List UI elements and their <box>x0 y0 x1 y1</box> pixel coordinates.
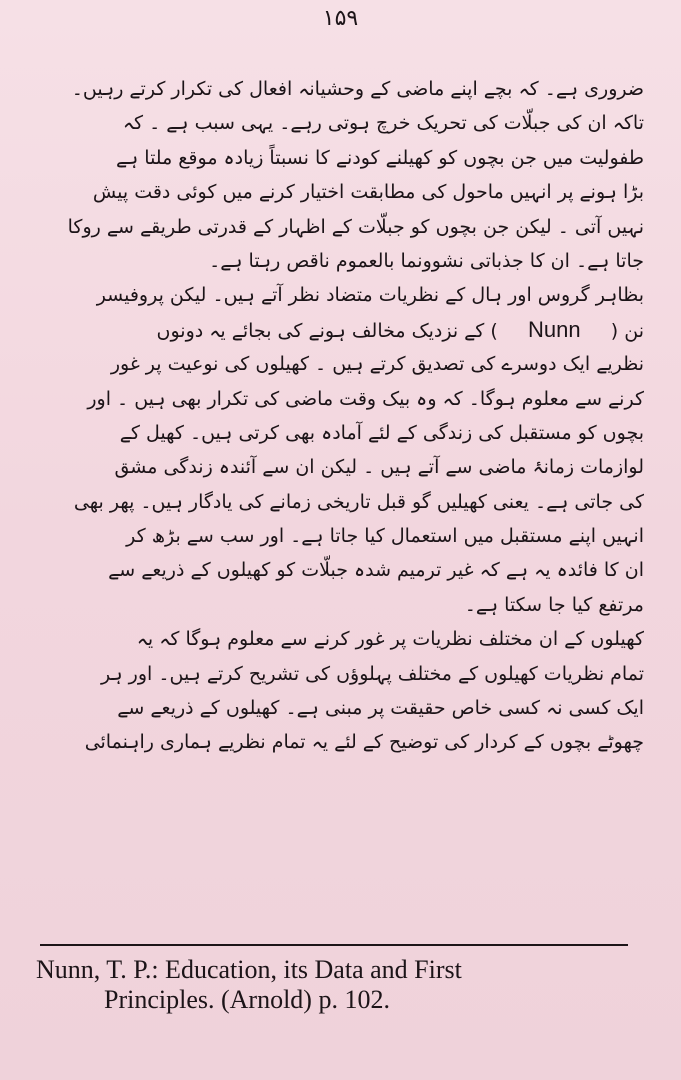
text-line: چھوٹے بچوں کے کردار کی توضیح کے لئے یہ تمام نظریے ہماری راہنمائی <box>84 731 644 754</box>
text-line: نظریے ایک دوسرے کی تصدیق کرتے ہیں ۔ کھیلوں کی نوعیت پر غور <box>110 353 644 376</box>
text-line-nunn <box>40 313 644 347</box>
nunn-line-end: ) کے نزدیک مخالف ہونے کی بجائے یہ دونوں <box>156 319 498 342</box>
text-line: کی جاتی ہے۔ یعنی کھیلیں گو قبل تاریخی زمانے کی یادگار ہیں۔ پھر بھی <box>73 490 644 513</box>
text-line: تاکہ ان کی جبلّات کی تحریک خرچ ہوتی رہے۔ یہی سبب ہے ۔ کہ <box>122 112 644 135</box>
text-line: انہیں اپنے مستقبل میں استعمال کیا جاتا ہے۔ اور سب سے بڑھ کر <box>126 525 644 548</box>
text-line: بظاہر گروس اور ہال کے نظریات متضاد نظر آتے ہیں۔ لیکن پروفیسر <box>96 284 644 307</box>
text-line: ضروری ہے۔ کہ بچے اپنے ماضی کے وحشیانہ افعال کی تکرار کرتے رہیں۔ <box>71 78 644 100</box>
text-line: بڑا ہونے پر انہیں ماحول کی مطابقت اختیار کرنے میں کوئی دقت پیش <box>92 181 644 204</box>
text-line: طفولیت میں جن بچوں کو کھیلنے کودنے کا نسبتاً زیادہ موقع ملتا ہے <box>115 146 644 169</box>
footnote-divider <box>40 944 628 946</box>
footnote-line-2: Principles. (Arnold) p. 102. <box>104 985 390 1014</box>
footnote-line-1: Nunn, T. P.: Education, its Data and First <box>36 955 462 984</box>
page-number: ۱۵۹ <box>322 6 359 31</box>
nunn-line-start: نن ( <box>610 319 644 342</box>
text-line: تمام نظریات کھیلوں کے مختلف پہلوؤں کی تشریح کرتے ہیں۔ اور ہر <box>101 662 644 685</box>
text-line: کھیلوں کے ان مختلف نظریات پر غور کرنے سے معلوم ہوگا کہ یہ <box>136 628 644 651</box>
text-line: جاتا ہے۔ ان کا جذباتی نشوونما بالعموم ناقص رہتا ہے۔ <box>209 249 644 272</box>
text-line: مرتفع کیا جا سکتا ہے۔ <box>464 593 644 616</box>
text-line: ان کا فائدہ یہ ہے کہ غیر ترمیم شدہ جبلّات کو کھیلوں کے ذریعے سے <box>108 559 644 582</box>
text-line: بچوں کو مستقبل کی زندگی کے لئے آمادہ بھی کرتی ہیں۔ کھیل کے <box>119 421 644 444</box>
footnote <box>36 955 651 1015</box>
urdu-body-text <box>40 72 644 760</box>
text-line: کرنے سے معلوم ہوگا۔ کہ وہ بیک وقت ماضی کی تکرار بھی ہیں ۔ اور <box>87 387 644 410</box>
nunn-latin-name: Nunn <box>527 316 581 342</box>
text-line: نہیں آتی ۔ لیکن جن بچوں کو جبلّات کے اظہار کے قدرتی طریقے سے روکا <box>67 215 644 238</box>
text-line: ایک کسی نہ کسی خاص حقیقت پر مبنی ہے۔ کھیلوں کے ذریعے سے <box>117 697 644 720</box>
text-line: لوازمات زمانۂ ماضی سے آتے ہیں ۔ لیکن ان سے آئندہ زندگی مشق <box>114 456 644 479</box>
